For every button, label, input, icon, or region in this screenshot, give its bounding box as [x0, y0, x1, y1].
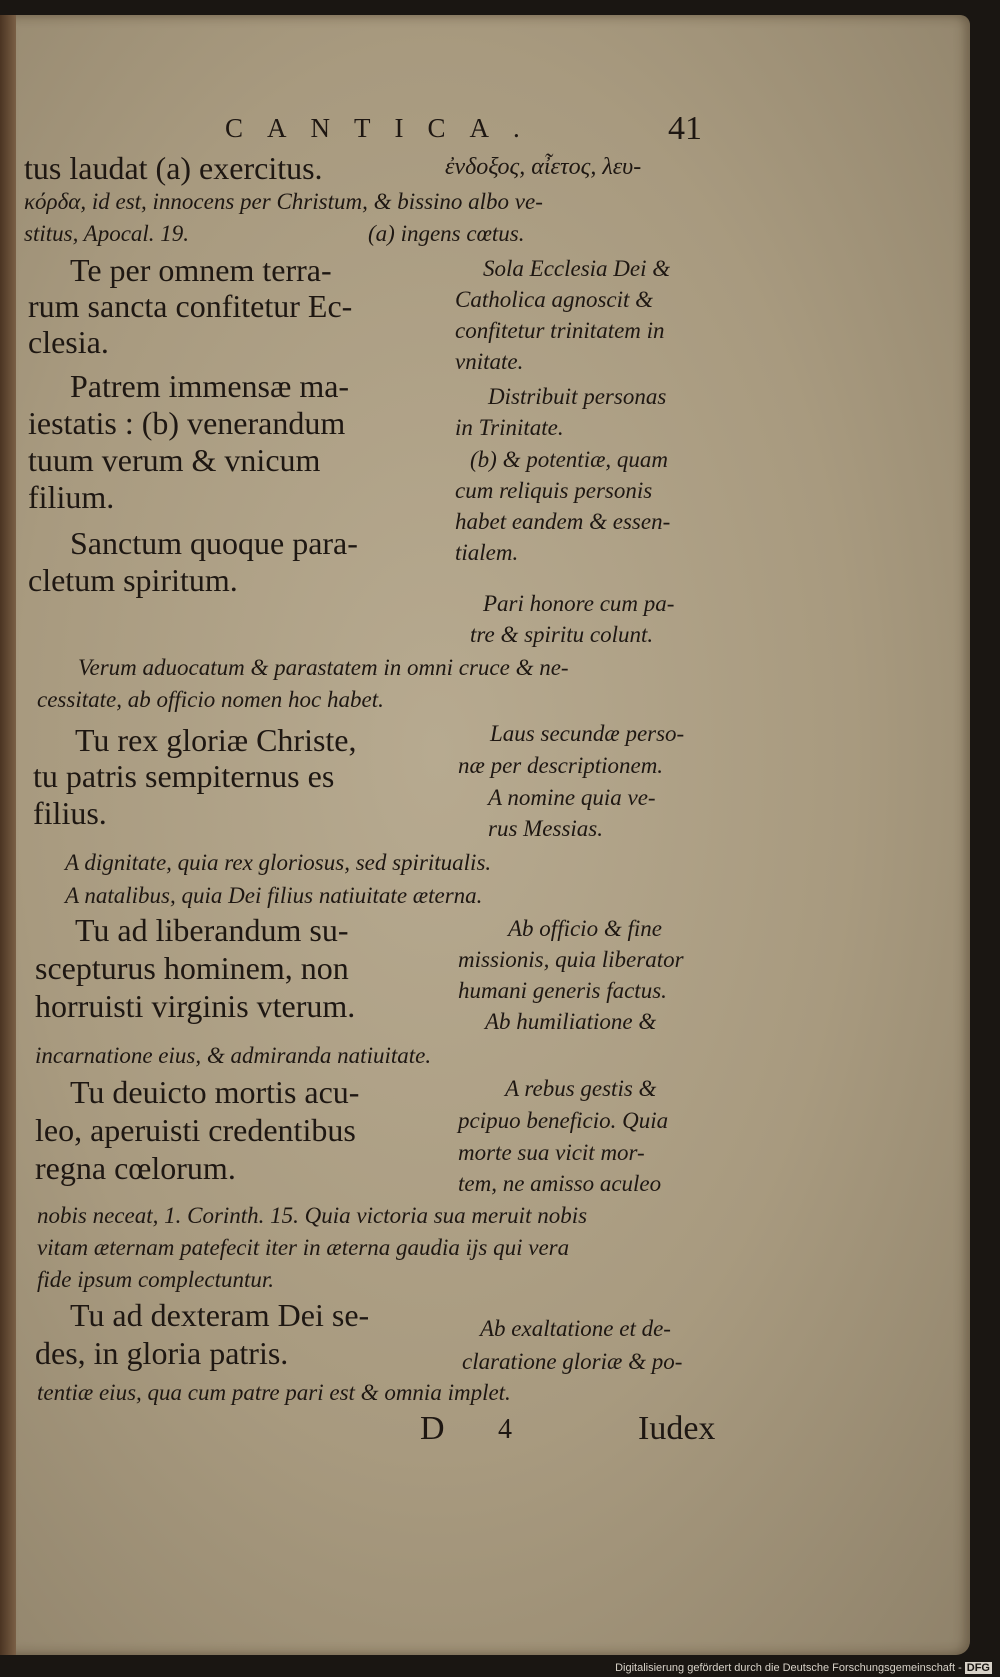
margin-note: Distribuit personas [488, 384, 667, 409]
main-text-line: Te per omnem terra- [70, 252, 332, 288]
margin-note: næ per descriptionem. [458, 753, 664, 778]
signature-mark: D [420, 1410, 445, 1447]
margin-note: cum reliquis personis [455, 478, 653, 503]
margin-note: Laus secundæ perso- [490, 721, 685, 746]
margin-note: tre & spiritu colunt. [470, 622, 654, 647]
catchword: Iudex [638, 1410, 716, 1447]
main-text-line: Tu deuicto mortis acu- [70, 1074, 360, 1110]
note-line: incarnatione eius, & admiranda natiuitate. [35, 1043, 432, 1068]
margin-note: Pari honore cum pa- [483, 591, 675, 616]
margin-note: morte sua vicit mor- [458, 1140, 645, 1165]
main-text-line: Tu rex gloriæ Christe, [75, 722, 357, 758]
margin-note: pcipuo beneficio. Quia [458, 1108, 669, 1133]
margin-note: confitetur trinitatem in [455, 318, 665, 343]
margin-note: A rebus gestis & [505, 1076, 657, 1101]
margin-note: missionis, quia liberator [458, 947, 684, 972]
main-text-line: regna cœlorum. [35, 1150, 236, 1186]
margin-note: A nomine quia ve- [488, 785, 656, 810]
dfg-logo: DFG [966, 1662, 990, 1674]
main-text-line: Sanctum quoque para- [70, 525, 358, 561]
main-text-line: Tu ad dexteram Dei se- [70, 1297, 370, 1333]
main-text-line: clesia. [28, 324, 109, 360]
margin-note: vnitate. [455, 349, 524, 374]
margin-note: Catholica agnoscit & [455, 287, 654, 312]
main-text-line: iestatis : (b) venerandum [28, 405, 346, 441]
note-line: A dignitate, quia rex gloriosus, sed spiritualis. [65, 850, 492, 875]
main-text-line: scepturus hominem, non [35, 950, 349, 986]
main-text-line: Tu ad liberandum su- [75, 912, 349, 948]
main-text-line: rum sancta confitetur Ec- [28, 288, 353, 324]
note-line: A natalibus, quia Dei filius natiuitate æterna. [65, 883, 483, 908]
note-line: tentiæ eius, qua cum patre pari est & omnia implet. [37, 1380, 511, 1405]
main-text-line: tuum verum & vnicum [28, 442, 321, 478]
margin-note: Ab officio & fine [508, 916, 662, 941]
margin-note: tialem. [455, 540, 519, 565]
main-text-line: filius. [33, 795, 107, 831]
note-line: stitus, Apocal. 19. [24, 221, 190, 246]
text-line: tus laudat (a) exercitus. [24, 150, 323, 186]
main-text-line: tu patris sempiternus es [33, 758, 335, 794]
margin-note: (b) & potentiæ, quam [470, 447, 669, 472]
main-text-line: horruisti virginis vterum. [35, 988, 356, 1024]
note-line: (a) ingens cœtus. [368, 221, 525, 246]
main-text-line: leo, aperuisti credentibus [35, 1112, 356, 1148]
margin-note: claratione gloriæ & po- [462, 1349, 683, 1374]
note-line: cessitate, ab officio nomen hoc habet. [37, 687, 384, 712]
margin-note: habet eandem & essen- [455, 509, 671, 534]
margin-note: rus Messias. [488, 816, 604, 841]
page-number: 41 [668, 110, 702, 147]
margin-note: Ab humiliatione & [485, 1009, 657, 1034]
running-title: CANTICA. [225, 113, 544, 143]
digitization-credit [615, 1662, 992, 1674]
note-line: nobis neceat, 1. Corinth. 15. Quia victoria sua meruit nobis [37, 1203, 588, 1228]
main-text-line: des, in gloria patris. [35, 1335, 289, 1371]
margin-note: humani generis factus. [458, 978, 667, 1003]
main-text-line: filium. [28, 479, 115, 515]
main-text-line: cletum spiritum. [28, 562, 238, 598]
note-line: fide ipsum complectuntur. [37, 1267, 274, 1292]
margin-note: tem, ne amisso aculeo [458, 1171, 662, 1196]
credit-text: Digitalisierung gefördert durch die Deutsche Forschungsgemeinschaft - [615, 1662, 962, 1674]
note-line: κόρδα, id est, innocens per Christum, & bissino albo ve- [24, 189, 543, 214]
signature-number: 4 [498, 1414, 512, 1445]
main-text-line: Patrem immensæ ma- [70, 368, 350, 404]
margin-note: Ab exaltatione et de- [480, 1316, 671, 1341]
note-line: vitam æternam patefecit iter in æterna gaudia ijs qui vera [37, 1235, 570, 1260]
binding-gutter [0, 15, 16, 1655]
note-line: Verum aduocatum & parastatem in omni cruce & ne- [78, 655, 569, 680]
greek-text: ἐνδοξος, αἶετος, λευ- [445, 154, 642, 180]
margin-note: Sola Ecclesia Dei & [483, 256, 671, 281]
margin-note: in Trinitate. [455, 415, 564, 440]
